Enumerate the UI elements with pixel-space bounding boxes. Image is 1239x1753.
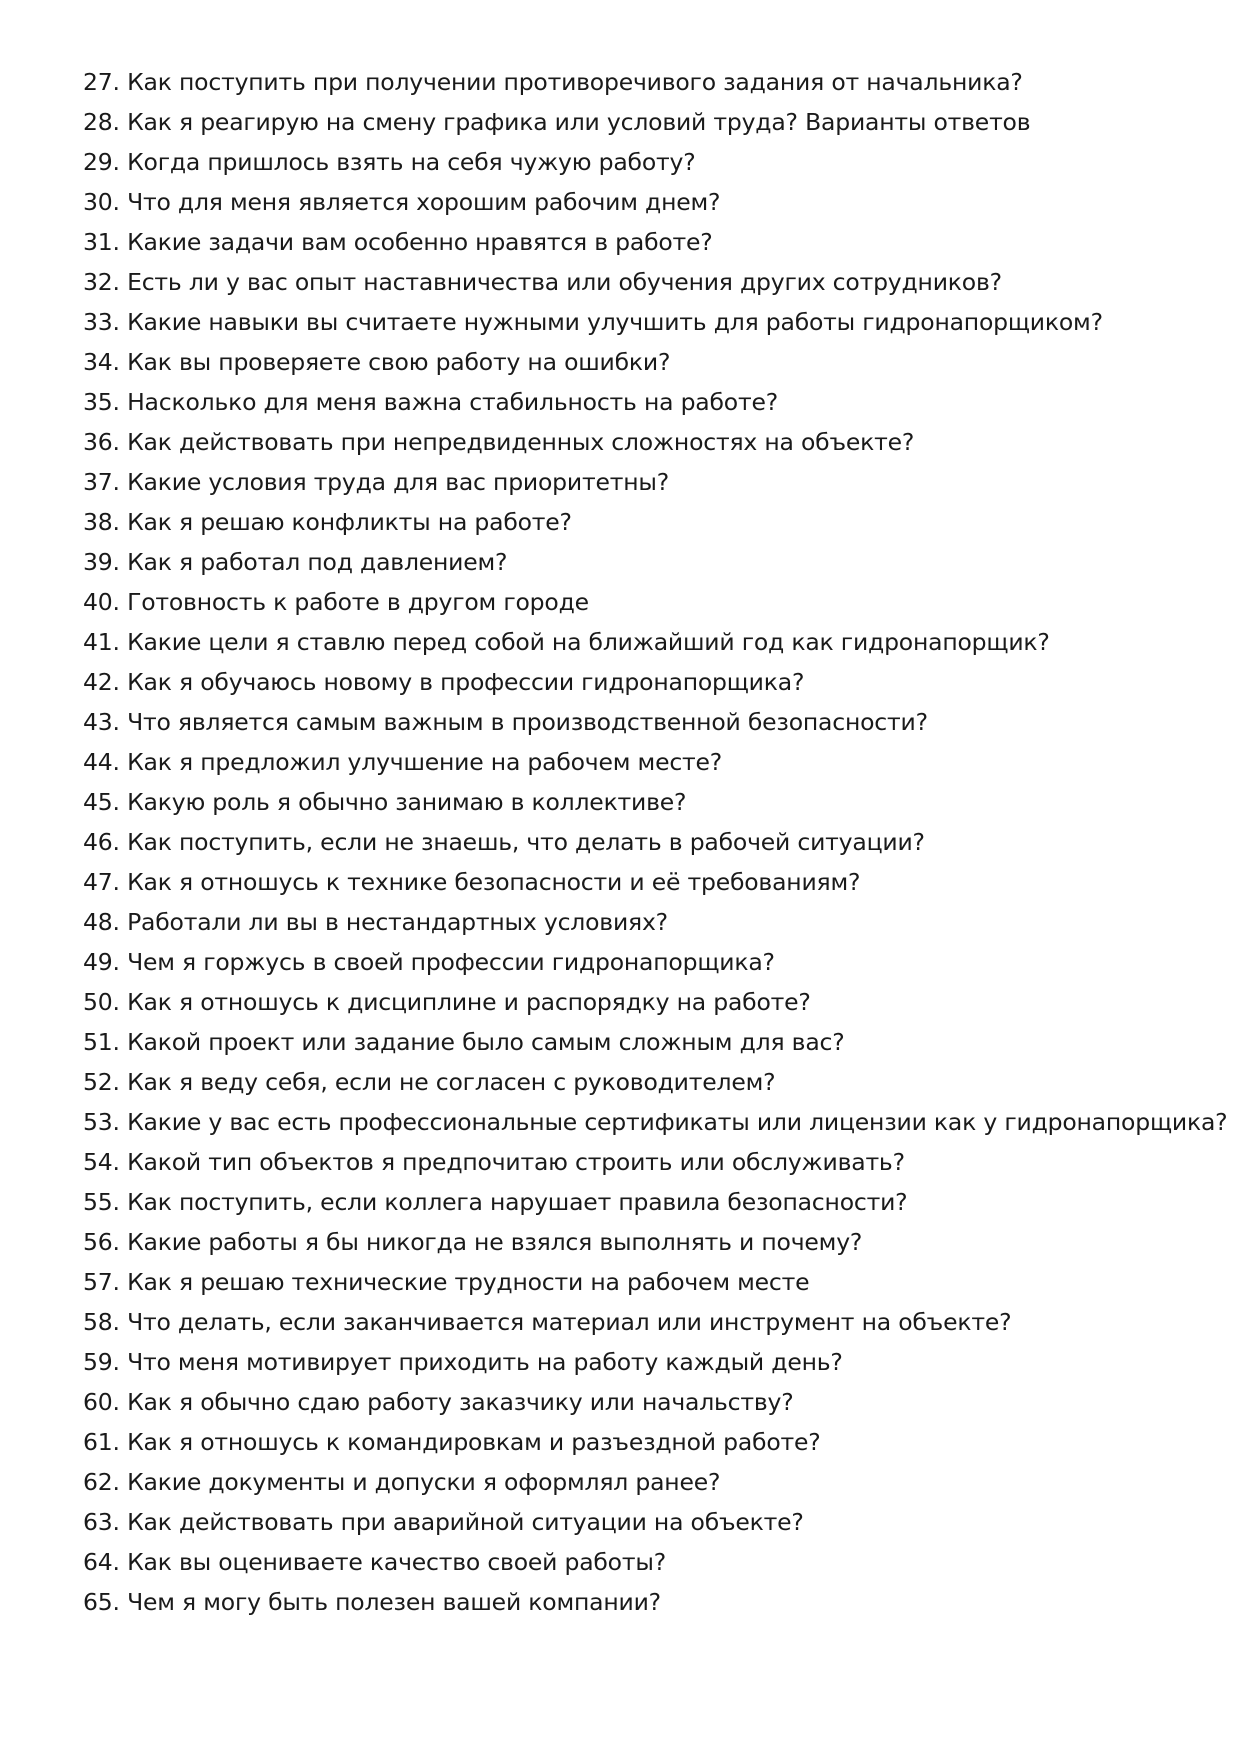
question-number: 65. <box>83 1588 120 1616</box>
question-number: 33. <box>83 308 120 336</box>
question-text: Как поступить, если не знаешь, что делать в рабочей ситуации? <box>127 828 925 856</box>
question-text: Какие навыки вы считаете нужными улучшить для работы гидронапорщиком? <box>127 308 1103 336</box>
list-item <box>83 582 1203 622</box>
list-item <box>83 1262 1203 1302</box>
question-text: Работали ли вы в нестандартных условиях? <box>127 908 668 936</box>
list-item <box>83 902 1203 942</box>
list-item <box>83 1222 1203 1262</box>
question-text: Какие работы я бы никогда не взялся выполнять и почему? <box>127 1228 863 1256</box>
question-text: Как я обучаюсь новому в профессии гидронапорщика? <box>127 668 805 696</box>
list-item <box>83 982 1203 1022</box>
list-item <box>83 222 1203 262</box>
question-number: 51. <box>83 1028 120 1056</box>
question-number: 44. <box>83 748 120 776</box>
question-number: 37. <box>83 468 120 496</box>
list-item <box>83 622 1203 662</box>
question-list <box>83 62 1228 1622</box>
list-item <box>83 782 1203 822</box>
question-text: Какие документы и допуски я оформлял ранее? <box>127 1468 721 1496</box>
question-number: 28. <box>83 108 120 136</box>
list-item <box>83 942 1203 982</box>
question-number: 36. <box>83 428 120 456</box>
question-number: 34. <box>83 348 120 376</box>
list-item <box>83 862 1203 902</box>
question-text: Как я отношусь к командировкам и разъездной работе? <box>127 1428 821 1456</box>
question-number: 58. <box>83 1308 120 1336</box>
list-item <box>83 542 1203 582</box>
question-text: Какие задачи вам особенно нравятся в работе? <box>127 228 713 256</box>
question-text: Какой проект или задание было самым сложным для вас? <box>127 1028 845 1056</box>
list-item <box>83 742 1203 782</box>
question-number: 45. <box>83 788 120 816</box>
question-text: Как я решаю конфликты на работе? <box>127 508 572 536</box>
question-number: 31. <box>83 228 120 256</box>
question-text: Как я решаю технические трудности на рабочем месте <box>127 1268 810 1296</box>
question-text: Как я отношусь к технике безопасности и её требованиям? <box>127 868 861 896</box>
question-text: Как вы проверяете свою работу на ошибки? <box>127 348 671 376</box>
question-text: Как вы оцениваете качество своей работы? <box>127 1548 666 1576</box>
question-number: 57. <box>83 1268 120 1296</box>
question-text: Когда пришлось взять на себя чужую работу? <box>127 148 696 176</box>
question-number: 27. <box>83 68 120 96</box>
question-text: Что меня мотивирует приходить на работу каждый день? <box>127 1348 843 1376</box>
question-number: 42. <box>83 668 120 696</box>
list-item <box>83 262 1203 302</box>
question-text: Насколько для меня важна стабильность на работе? <box>127 388 778 416</box>
list-item <box>83 342 1203 382</box>
list-item <box>83 1182 1203 1222</box>
question-number: 50. <box>83 988 120 1016</box>
question-number: 59. <box>83 1348 120 1376</box>
list-item <box>83 1502 1203 1542</box>
question-text: Готовность к работе в другом городе <box>127 588 589 616</box>
question-number: 40. <box>83 588 120 616</box>
question-text: Чем я горжусь в своей профессии гидронапорщика? <box>127 948 775 976</box>
question-number: 60. <box>83 1388 120 1416</box>
list-item <box>83 1422 1203 1462</box>
question-number: 48. <box>83 908 120 936</box>
question-number: 29. <box>83 148 120 176</box>
question-number: 46. <box>83 828 120 856</box>
question-number: 41. <box>83 628 120 656</box>
question-text: Какие цели я ставлю перед собой на ближайший год как гидронапорщик? <box>127 628 1050 656</box>
question-number: 53. <box>83 1108 120 1136</box>
question-text: Какие у вас есть профессиональные сертификаты или лицензии как у гидронапорщика? <box>127 1108 1228 1136</box>
list-item <box>83 662 1203 702</box>
list-item <box>83 1582 1203 1622</box>
list-item <box>83 1542 1203 1582</box>
question-text: Что является самым важным в производственной безопасности? <box>127 708 928 736</box>
question-number: 38. <box>83 508 120 536</box>
list-item <box>83 182 1203 222</box>
question-text: Как я работал под давлением? <box>127 548 508 576</box>
list-item <box>83 1462 1203 1502</box>
question-number: 47. <box>83 868 120 896</box>
list-item <box>83 1142 1203 1182</box>
question-number: 61. <box>83 1428 120 1456</box>
list-item <box>83 422 1203 462</box>
question-number: 30. <box>83 188 120 216</box>
question-text: Как я отношусь к дисциплине и распорядку на работе? <box>127 988 811 1016</box>
list-item <box>83 1302 1203 1342</box>
question-text: Как действовать при непредвиденных сложностях на объекте? <box>127 428 915 456</box>
list-item <box>83 1342 1203 1382</box>
list-item <box>83 142 1203 182</box>
list-item <box>83 62 1203 102</box>
list-item <box>83 1062 1203 1102</box>
question-text: Чем я могу быть полезен вашей компании? <box>127 1588 661 1616</box>
list-item <box>83 102 1203 142</box>
question-text: Какую роль я обычно занимаю в коллективе? <box>127 788 687 816</box>
list-item <box>83 502 1203 542</box>
question-text: Что для меня является хорошим рабочим днем? <box>127 188 721 216</box>
list-item <box>83 382 1203 422</box>
question-number: 56. <box>83 1228 120 1256</box>
question-number: 54. <box>83 1148 120 1176</box>
list-item <box>83 302 1203 342</box>
question-text: Какой тип объектов я предпочитаю строить или обслуживать? <box>127 1148 905 1176</box>
question-text: Как действовать при аварийной ситуации на объекте? <box>127 1508 804 1536</box>
question-number: 49. <box>83 948 120 976</box>
question-number: 64. <box>83 1548 120 1576</box>
question-number: 43. <box>83 708 120 736</box>
question-text: Как я веду себя, если не согласен с руководителем? <box>127 1068 776 1096</box>
question-number: 39. <box>83 548 120 576</box>
question-number: 62. <box>83 1468 120 1496</box>
list-item <box>83 1022 1203 1062</box>
list-item <box>83 702 1203 742</box>
question-text: Как я обычно сдаю работу заказчику или начальству? <box>127 1388 794 1416</box>
question-text: Как поступить, если коллега нарушает правила безопасности? <box>127 1188 908 1216</box>
question-number: 63. <box>83 1508 120 1536</box>
question-number: 52. <box>83 1068 120 1096</box>
question-text: Что делать, если заканчивается материал или инструмент на объекте? <box>127 1308 1012 1336</box>
list-item <box>83 462 1203 502</box>
list-item <box>83 1102 1228 1142</box>
question-text: Как я предложил улучшение на рабочем месте? <box>127 748 723 776</box>
question-number: 55. <box>83 1188 120 1216</box>
question-number: 32. <box>83 268 120 296</box>
question-number: 35. <box>83 388 120 416</box>
question-text: Какие условия труда для вас приоритетны? <box>127 468 669 496</box>
question-text: Как я реагирую на смену графика или условий труда? Варианты ответов <box>127 108 1031 136</box>
list-item <box>83 1382 1203 1422</box>
list-item <box>83 822 1203 862</box>
question-text: Как поступить при получении противоречивого задания от начальника? <box>127 68 1023 96</box>
question-text: Есть ли у вас опыт наставничества или обучения других сотрудников? <box>127 268 1002 296</box>
